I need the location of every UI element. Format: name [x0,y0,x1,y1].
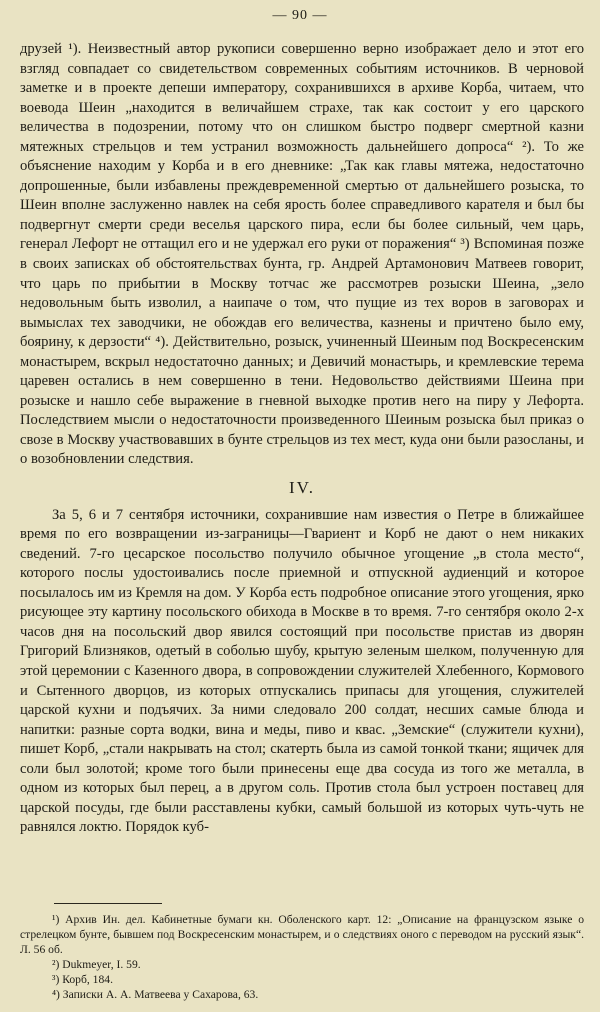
footnote-4: ⁴) Записки А. А. Матвеева у Сахарова, 63. [52,988,259,1001]
section-heading: IV. [289,478,315,498]
footnotes [20,912,584,1002]
footnote-3: ³) Корб, 184. [52,973,113,986]
body-text [20,40,584,838]
footnote-2: ²) Dukmeyer, I. 59. [52,958,141,971]
paragraph-section-iv: За 5, 6 и 7 сентября источники, сохранившие нам известия о Петре в ближайшее время по его возвращении из-заграницы—Гвариент и Корб не дают о нем никаких сведений. 7-го цесарское посольство получило обычное угощение „в стола место“, которого послы удостоивались после приемной и отпускной аудиенций и которое посылалось им из Кремля на дом. У Корба есть подробное описание этого угощения, ярко рисующее эту картину посольского обихода в Москве в то время. 7-го сентября около 2-х часов дня на посольский двор явился состоящий при посольстве пристав из дворян Григорий Близняков, одетый в соболью шубу, крытую зеленым шелком, полученную для этой церемонии с Казенного двора, в сопровождении служителей Хлебенного, Кормового и Сытенного дворцов, из которых отпускались припасы для угощения, служителей царской кухни и подъячих. За ними следовало 200 солдат, несших самые блюда и напитки: разные сорта водки, вина и меды, пиво и квас. „Земские“ (служители кухни), пишет Корб, „стали накрывать на стол; скатерть была из самой тонкой ткани; ящичек для соли был золотой; кроме того были принесены еще два сосуда из того же металла, в одном из которых был перец, а в другом соль. Против стола был устроен поставец для царской посуды, где были расставлены кубки, самый большой из которых чуть-чуть не равнялся локтю. Порядок куб- [20,506,584,836]
page-number: — 90 — [272,8,328,23]
paragraph-continued: друзей ¹). Неизвестный автор рукописи совершенно верно изображает дело и этот его взгляд совпадает со свидетельством современных событиям источников. В черновой заметке и в проекте депеши императору, сохранившихся в архиве Корба, читаем, что воевода Шеин „находится в величайшем страхе, так как состоит у его царского величества в подозрении, потому что он слишком быстро подверг смертной казни мятежных стрельцов и тем устранил возможность дальнейшего допроса“ ²). То же объяснение находим у Корба и в его дневнике: „Так как главы мятежа, недостаточно допрошенные, были избавлены преждевременной смертью от дальнейшего розыска, то Шеин вполне заслуженно навлек на себя ярость более справедливого карателя и был бы подвергнут смерти среди веселья царского пира, если бы более сильный, чем царь, генерал Лефорт не оттащил его и не удержал его руки от поражения“ ³) Вспоминая позже в своих записках об обстоятельствах бунта, гр. Андрей Артамонович Матвеев говорит, что царь по прибытии в Москву тотчас же рассмотрев розыски Шеина, „зело недовольным быть изволил, а наипаче о том, что пущие из тех воров в заговорах и вымыслах тех заводчики, не обождав его величества, казнены и причтено было ему, боярину, к дерзости“ ⁴). Действительно, розыск, учиненный Шеиным под Воскресенским монастырем, вскрыл недостаточно данных; и Девичий монастырь, и кремлевские терема царевен остались в нем совершенно в тени. Недовольство действиями Шеина при розыске и нашло себе выражение в гневной выходке против него на пиру у Лефорта. Последствием мысли о недостаточности произведенного Шеиным розыска был приказ о свозе в Москву участвовавших в бунте стрельцов из тех мест, куда они были разосланы, и о возобновлении следствия. [20,41,584,468]
footnote-1: ¹) Архив Ин. дел. Кабинетные бумаги кн. Оболенского карт. 12: „Описание на французском языке о стрелецком бунте, бывшем под Воскресенским монастырем, и о следствиях оного с переводом на русский язык“. Л. 56 об. [20,913,584,956]
footnote-divider [54,903,162,904]
